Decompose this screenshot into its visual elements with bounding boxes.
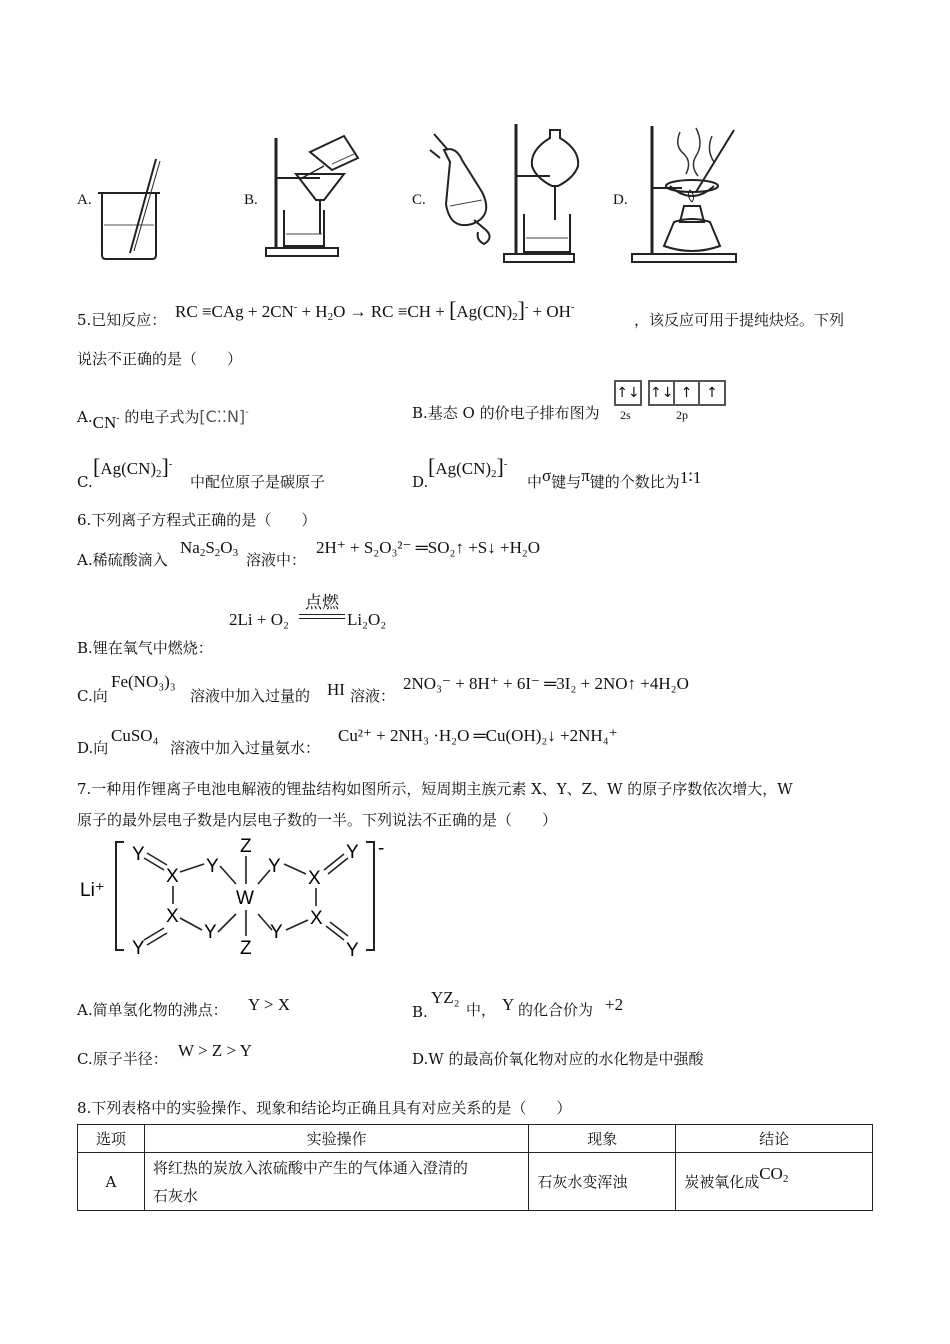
q7-optB-text2: 的化合价为 bbox=[518, 1001, 594, 1019]
table-header-operation: 实验操作 bbox=[144, 1125, 528, 1153]
atom-w-center: W bbox=[236, 888, 254, 909]
q6-optB-condition: 点燃 bbox=[305, 593, 339, 613]
atom-y-lower-mid-right: Y bbox=[270, 922, 283, 943]
q5-optD-text3: 键的个数比为 bbox=[589, 473, 680, 491]
q5-optC-complex-sub: 2 bbox=[156, 468, 162, 480]
q5-optD-text2: 键与 bbox=[551, 473, 582, 491]
atom-y-lower-mid-left: Y bbox=[204, 922, 217, 943]
q5-optD-complex-sup: - bbox=[503, 459, 508, 470]
q7-optB-formula: YZ₂ bbox=[431, 988, 460, 1007]
beaker-stirring-rod-icon bbox=[96, 155, 166, 263]
atom-y-upper-mid-right: Y bbox=[268, 856, 281, 877]
atom-x-upper-left: X bbox=[166, 866, 179, 887]
q5-optA-prefix: A. bbox=[77, 408, 93, 426]
orbital-diagram bbox=[614, 380, 728, 424]
table-cell-conclusion-co: CO bbox=[759, 1163, 783, 1183]
q5-optA-formula-text: CN bbox=[92, 413, 117, 432]
q6-optB-eq-left: 2Li + O₂ bbox=[229, 610, 289, 629]
q7-optD-text: D.W 的最高价氧化物对应的水化物是中强酸 bbox=[412, 1050, 704, 1068]
q5-optA-lewis bbox=[199, 407, 248, 426]
q6-optB-text: B.锂在氧气中燃烧： bbox=[77, 639, 213, 657]
q7-optB-prefix: B. bbox=[412, 1003, 428, 1021]
q5-eq-complex-sup: - bbox=[524, 302, 529, 313]
q6-optB-reaction-arrow bbox=[299, 614, 345, 619]
q5-eq-r1: RC ≡CAg + 2CN bbox=[175, 302, 294, 321]
table-cell-option: A bbox=[78, 1153, 145, 1211]
q5-optD-text1: 中 bbox=[527, 473, 543, 491]
orbital-box-2p-1: ↑↓ bbox=[650, 382, 675, 404]
q6-optC-acid: HI bbox=[327, 680, 345, 699]
table-header-phenomenon: 现象 bbox=[529, 1125, 676, 1153]
q5-optA-formula-sup: - bbox=[116, 413, 120, 424]
q5-optA-lewis-sup: - bbox=[245, 407, 249, 418]
q5-eq-complex-sub: 2 bbox=[512, 311, 518, 323]
table-cell-conclusion-text: 炭被氧化成 bbox=[684, 1172, 760, 1191]
q6-optA-salt-sub1: 2 bbox=[199, 547, 206, 559]
q7-optB-value: +2 bbox=[605, 995, 624, 1014]
filtration-apparatus-icon bbox=[262, 130, 362, 262]
q5-optA-text: 的电子式为 bbox=[124, 408, 200, 426]
atom-y-top-right: Y bbox=[346, 842, 359, 863]
q5-optA-lewis-text: [C⁚⁚N] bbox=[199, 407, 246, 426]
q5-optC-complex-sup: - bbox=[168, 459, 173, 470]
orbital-label-2p: 2p bbox=[676, 408, 688, 422]
orbital-box-2p-2: ↑ bbox=[675, 382, 700, 404]
table-cell-phenomenon: 石灰水变浑浊 bbox=[529, 1153, 676, 1211]
q7-stem-line2: 原子的最外层电子数是内层电子数的一半。下列说法不正确的是（ ） bbox=[77, 811, 558, 829]
q5-stem-prefix: 5.已知反应： bbox=[77, 311, 167, 329]
q6-optA-text1: A.稀硫酸滴入 bbox=[77, 551, 168, 569]
atom-z-bottom: Z bbox=[240, 938, 252, 959]
q6-optA-salt-sub2: 2 bbox=[214, 547, 221, 559]
q5-eq-r2: + H bbox=[297, 302, 328, 321]
q5-option-a bbox=[77, 403, 249, 432]
q5-optD-complex-text: Ag(CN) bbox=[435, 459, 492, 478]
q5-optD-complex-sub: 2 bbox=[491, 468, 497, 480]
q6-optA-equation: 2H⁺ + S₂O₃²⁻ ═SO₂↑ +S↓ +H₂O bbox=[316, 538, 541, 557]
atom-x-lower-left: X bbox=[166, 906, 179, 927]
q6-optC-text1: C.向 bbox=[77, 687, 108, 705]
q6-optA-salt-s: S bbox=[205, 538, 215, 557]
q6-optA-salt-na: Na bbox=[180, 538, 200, 557]
table-cell-conclusion-sub: 2 bbox=[782, 1172, 789, 1185]
table-header-row bbox=[78, 1125, 873, 1153]
apparatus-label-b: B. bbox=[244, 192, 258, 208]
table-cell-operation bbox=[144, 1153, 528, 1211]
q6-optD-text1: D.向 bbox=[77, 739, 109, 757]
q5-eq-r4: + OH bbox=[528, 302, 571, 321]
q7-optB-text1: 中， bbox=[466, 1001, 497, 1019]
q6-optD-text2: 溶液中加入过量氨水： bbox=[170, 739, 321, 757]
orbital-group-2p bbox=[648, 380, 726, 406]
q5-optD-ratio: 1∶1 bbox=[679, 468, 702, 487]
atom-y-top-left: Y bbox=[132, 844, 145, 865]
q6-optA-salt bbox=[180, 538, 238, 559]
atom-y-bottom-right: Y bbox=[346, 940, 359, 961]
q5-stem-suffix: ，该反应可用于提纯炔烃。下列 bbox=[634, 311, 845, 329]
q7-optC-text: C.原子半径： bbox=[77, 1050, 168, 1068]
q5-optD-pi: π bbox=[581, 466, 590, 485]
q5-optA-formula bbox=[93, 413, 120, 432]
apparatus-label-c: C. bbox=[412, 192, 426, 208]
atom-x-upper-right: X bbox=[308, 868, 321, 889]
table-row bbox=[78, 1153, 873, 1211]
orbital-box-2s: ↑↓ bbox=[614, 380, 642, 406]
q5-optC-text: 中配位原子是碳原子 bbox=[190, 473, 326, 491]
q7-optC-math: W > Z > Y bbox=[178, 1041, 252, 1060]
table-cell-operation-line1: 将红热的炭放入浓硫酸中产生的气体通入澄清的 bbox=[152, 1158, 468, 1177]
table-header-option: 选项 bbox=[78, 1125, 145, 1153]
q5-eq-r3: O → RC ≡CH + bbox=[333, 302, 450, 321]
q5-eq-r1-sup: - bbox=[293, 302, 298, 313]
q7-stem-line1: 7.一种用作锂离子电池电解液的锂盐结构如图所示，短周期主族元素 X、Y、Z、W 的原子序数依次增大，W bbox=[77, 780, 793, 798]
q5-eq-r2-sub: 2 bbox=[327, 311, 334, 323]
q6-optC-equation: 2NO₃⁻ + 8H⁺ + 6I⁻ ═3I₂ + 2NO↑ +4H₂O bbox=[403, 674, 689, 693]
orbital-label-2s: 2s bbox=[620, 408, 631, 422]
q5-optD-rest bbox=[527, 466, 702, 492]
q6-optA-salt-o: O bbox=[220, 538, 233, 557]
q6-optA-text2: 溶液中： bbox=[246, 551, 307, 569]
q6-stem: 6.下列离子方程式正确的是（ ） bbox=[77, 511, 317, 529]
q7-optA-math: Y > X bbox=[248, 995, 291, 1014]
atom-y-bottom-left: Y bbox=[132, 938, 145, 959]
atom-z-top: Z bbox=[240, 836, 252, 857]
q6-optD-equation: Cu²⁺ + 2NH₃ ·H₂O ═Cu(OH)₂↓ +2NH₄⁺ bbox=[338, 726, 618, 745]
q5-eq-complex: Ag(CN) bbox=[456, 302, 513, 321]
q5-option-b: B.基态 O 的价电子排布图为 bbox=[412, 404, 600, 422]
q5-optC-complex-text: Ag(CN) bbox=[100, 459, 157, 478]
table-cell-conclusion bbox=[676, 1153, 873, 1211]
atom-x-lower-right: X bbox=[310, 908, 323, 929]
apparatus-label-a: A. bbox=[77, 192, 92, 208]
q5-eq-r4-sup: - bbox=[570, 302, 575, 313]
q6-optC-text2: 溶液中加入过量的 bbox=[190, 687, 311, 705]
table-cell-operation-line2: 石灰水 bbox=[152, 1186, 198, 1205]
orbital-box-2p-3: ↑ bbox=[706, 385, 718, 401]
structure-cation: Li⁺ bbox=[80, 880, 105, 901]
q5-optD-sigma: σ bbox=[542, 466, 552, 485]
q5-stem-line2: 说法不正确的是（ ） bbox=[77, 350, 243, 368]
evaporation-dish-heating-icon bbox=[630, 122, 740, 264]
table-header-conclusion: 结论 bbox=[676, 1125, 873, 1153]
table-cell-conclusion-formula bbox=[759, 1164, 788, 1183]
q5-optC-complex: $[Ag(CN)_2]^-$ bbox=[93, 454, 173, 480]
q6-optA-salt-sub3: 3 bbox=[232, 547, 239, 559]
q6-optC-text3: 溶液： bbox=[350, 687, 396, 705]
q6-optC-salt: Fe(NO₃)₃ bbox=[111, 672, 176, 691]
q7-optB-Y: Y bbox=[502, 995, 515, 1014]
q8-stem: 8.下列表格中的实验操作、现象和结论均正确且具有对应关系的是（ ） bbox=[77, 1099, 572, 1117]
apparatus-label-d: D. bbox=[613, 192, 628, 208]
q7-optA-text: A.简单氢化物的沸点： bbox=[77, 1001, 228, 1019]
atom-y-upper-mid-left: Y bbox=[206, 856, 219, 877]
lithium-salt-structure bbox=[78, 834, 398, 962]
q6-optB-eq-right: Li₂O₂ bbox=[347, 610, 387, 629]
structure-charge: - bbox=[378, 838, 385, 859]
q5-optD-prefix: D. bbox=[412, 473, 429, 491]
separatory-funnel-shaking-icon bbox=[428, 120, 588, 265]
q5-optD-complex: $[Ag(CN)_2]^-$ bbox=[428, 454, 508, 480]
q6-optD-salt: CuSO₄ bbox=[111, 726, 159, 745]
q5-equation: RC $\equiv CAg + 2CN^- + H_2O$ → RC $\equiv CH + [Ag(CN)_2]^- + OH^-$ bbox=[175, 297, 575, 323]
experiment-table bbox=[77, 1124, 873, 1211]
q5-optC-prefix: C. bbox=[77, 473, 93, 491]
